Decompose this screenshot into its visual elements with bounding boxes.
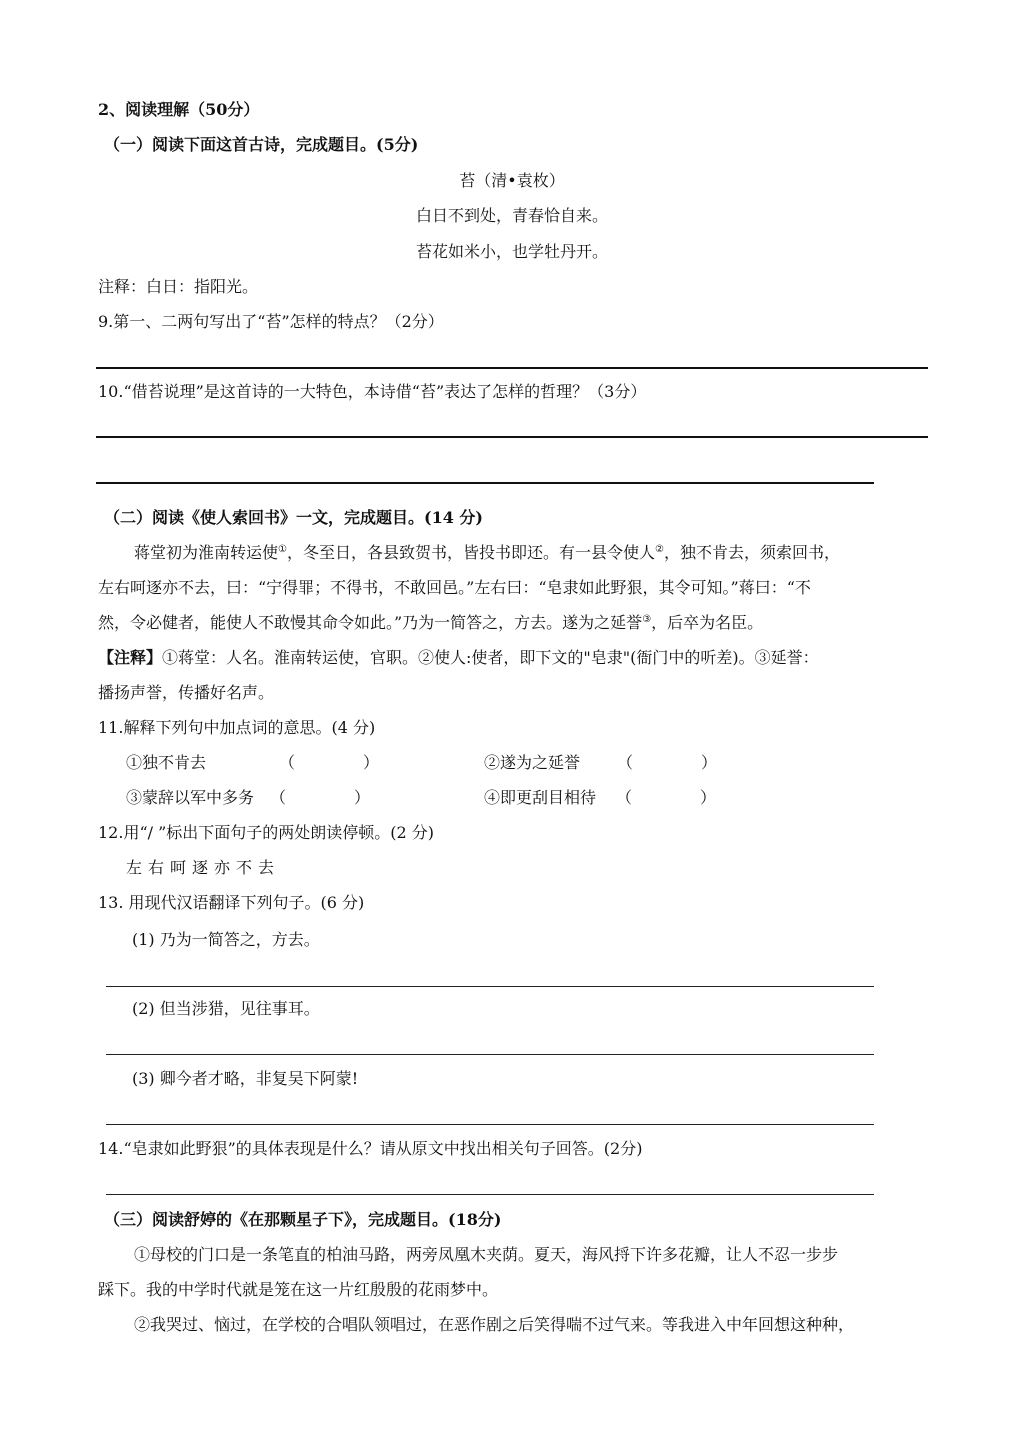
answer-line-q9[interactable] [96,367,928,369]
note-label: 【注释】 [98,648,163,667]
answer-line-q14[interactable] [106,1194,874,1195]
passage2-line-2: 左右呵逐亦不去，曰：“宁得罪；不得书，不敢回邑。”左右曰：“皂隶如此野狠，其令可知。”蒋曰：“不 [98,578,811,597]
q12-sentence[interactable]: 左右呵逐亦不去 [126,858,281,877]
answer-line-q13-1[interactable] [106,986,874,987]
passage2-text: ，后卒为名臣。 [651,613,764,632]
part1-heading: （一）阅读下面这首古诗，完成题目。(5分) [104,135,419,154]
passage3-line-2: 踩下。我的中学时代就是笼在这一片红殷殷的花雨梦中。 [98,1280,499,1299]
passage2-notes-line-2: 播扬声誉，传播好名声。 [98,683,275,702]
section-title: 2、阅读理解（50分） [98,100,260,119]
footnote-mark-3: ③ [642,614,652,625]
footnote-mark-2: ② [655,544,664,555]
bracket-open: （ [616,788,633,807]
question-9: 9.第一、二两句写出了“苔”怎样的特点？（2分） [98,312,444,331]
bracket-open: （ [270,788,287,807]
passage2-text: ，冬至日，各县致贺书，皆投书即还。有一县令使人 [286,543,655,562]
bracket-close: ） [354,788,371,807]
question-14: 14.“皂隶如此野狠”的具体表现是什么？请从原文中找出相关句子回答。(2分) [98,1139,643,1158]
question-12: 12.用“/ ”标出下面句子的两处朗读停顿。(2 分) [98,823,435,842]
passage2-line-1 [134,541,840,565]
passage3-line-1: ①母校的门口是一条笔直的柏油马路，两旁凤凰木夹荫。夏天，海风捋下许多花瓣，让人不忍一步步 [134,1245,839,1264]
bracket-open: （ [279,753,296,772]
passage2-text: 蒋堂初为淮南转运使 [134,543,279,562]
answer-line-q10-2[interactable] [96,482,874,484]
answer-line-q13-3[interactable] [106,1124,874,1125]
bracket-close: ） [700,788,717,807]
part2-heading: （二）阅读《使人索回书》一文，完成题目。(14 分) [104,508,483,527]
q11-item-2 [484,751,717,775]
bracket-close: ） [363,753,380,772]
poem-line-2: 苔花如米小，也学牡丹开。 [415,242,608,261]
q13-sub-1: (1) 乃为一简答之，方去。 [132,930,320,949]
poem-title: 苔（清•袁枚） [459,171,565,190]
part3-heading: （三）阅读舒婷的《在那颗星子下》，完成题目。(18分) [104,1210,502,1229]
passage2-text: ，独不肯去，须索回书， [663,543,840,562]
q11-item-text: ①独不肯去 [126,753,207,772]
q13-sub-3: (3) 卿今者才略，非复吴下阿蒙! [132,1069,359,1088]
q11-item-text: ④即更刮目相待 [484,788,597,807]
poem-note: 注释：白日：指阳光。 [98,277,259,296]
q11-item-3 [126,786,370,810]
q13-sub-2: (2) 但当涉猎，见往事耳。 [132,999,320,1018]
footnote-mark-1: ① [278,544,287,555]
answer-line-q10-1[interactable] [96,436,928,438]
q11-item-text: ③蒙辞以军中多务 [126,788,255,807]
answer-line-q13-2[interactable] [106,1054,874,1055]
passage2-text: 然，令必健者，能使人不敢慢其命令如此。”乃为一简答之，方去。遂为之延誉 [98,613,643,632]
question-11: 11.解释下列句中加点词的意思。(4 分) [98,718,376,737]
q11-item-1 [126,751,379,775]
poem-line-1: 白日不到处，青春恰自来。 [415,206,608,225]
bracket-close: ） [701,753,718,772]
q11-item-text: ②遂为之延誉 [484,753,581,772]
note-text: ①蒋堂：人名。淮南转运使，官职。②使人:使者，即下文的"皂隶"(衙门中的听差)。③延誉： [162,648,819,667]
q11-item-4 [484,786,716,810]
bracket-open: （ [617,753,634,772]
question-10: 10.“借苔说理”是这首诗的一大特色，本诗借“苔”表达了怎样的哲理？（3分） [98,382,647,401]
passage2-notes-line-1 [98,646,819,670]
question-13: 13. 用现代汉语翻译下列句子。(6 分) [98,893,365,912]
passage2-line-3 [98,611,763,635]
passage3-line-3: ②我哭过、恼过，在学校的合唱队领唱过，在恶作剧之后笑得喘不过气来。等我进入中年回想这种种， [134,1315,855,1334]
